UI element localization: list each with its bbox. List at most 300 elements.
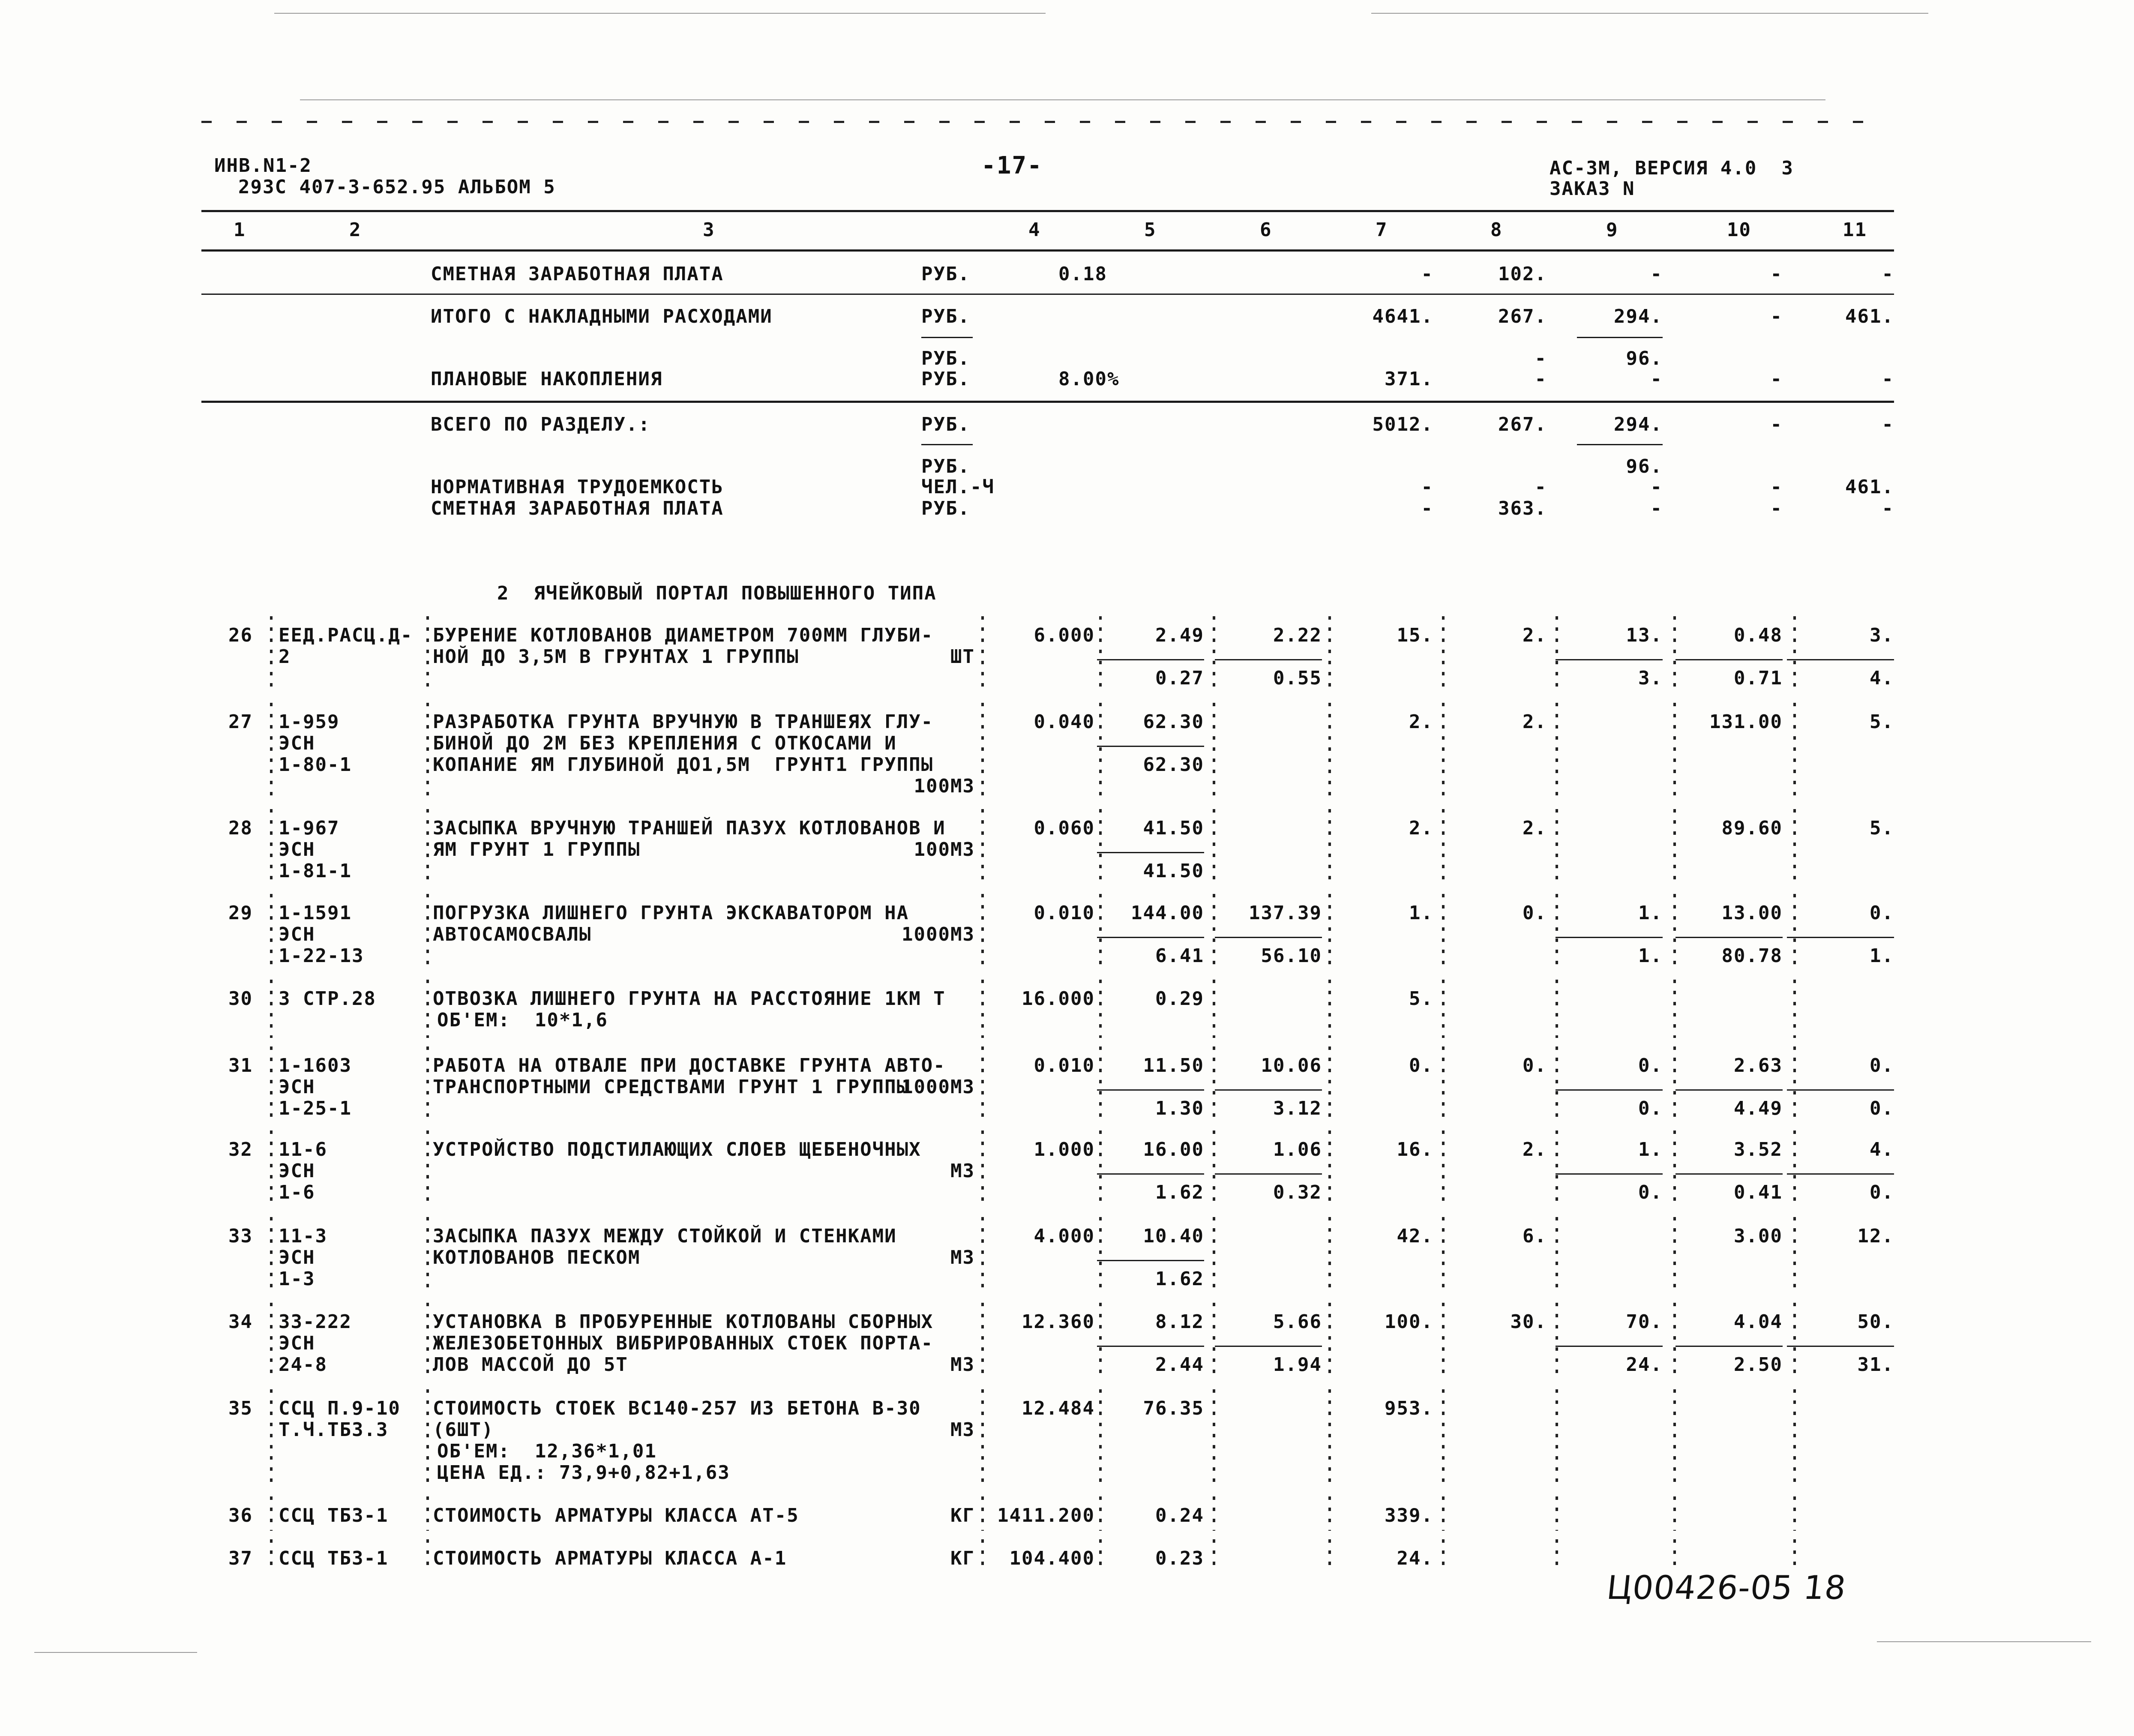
unit-price: 0.48: [1734, 624, 1783, 646]
total-value: 16.: [1397, 1139, 1433, 1160]
split-rule: [1097, 1089, 1204, 1091]
column-separator: [1328, 1130, 1331, 1208]
split-rule: [1787, 1173, 1894, 1175]
column-separator: [270, 1539, 273, 1568]
quantity: 0.010: [1034, 902, 1095, 924]
unit-of-measure: М3: [950, 1419, 975, 1441]
split-rule: [1097, 746, 1204, 747]
rate-code: 33-222: [279, 1311, 352, 1333]
unit-price: 70.: [1626, 1311, 1663, 1333]
summary-value: -: [1770, 414, 1783, 435]
column-separator: [1793, 1130, 1796, 1208]
scan-line: [34, 1652, 197, 1653]
unit-price: 0.24: [1155, 1505, 1204, 1526]
column-separator: [270, 1046, 273, 1122]
column-separator: [1793, 1539, 1796, 1568]
quantity: 16.000: [1022, 988, 1095, 1010]
column-separator: [1793, 703, 1796, 801]
total-value: 100.: [1385, 1311, 1433, 1333]
summary-value: -: [1535, 348, 1547, 369]
column-separator: [1442, 894, 1445, 971]
split-rule: [1787, 937, 1894, 938]
summary-value: 294.: [1614, 306, 1663, 327]
work-description: ОТВОЗКА ЛИШНЕГО ГРУНТА НА РАССТОЯНИЕ 1КМ Т: [433, 988, 946, 1010]
column-separator: [1213, 1303, 1215, 1381]
split-rule: [1215, 1089, 1322, 1091]
summary-unit: РУБ.: [921, 348, 970, 369]
column-separator: [270, 616, 273, 694]
summary-value: -: [1882, 368, 1894, 390]
unit-price: 13.: [1626, 624, 1663, 646]
total-value: 2.: [1409, 711, 1433, 733]
unit-price: 24.: [1626, 1354, 1663, 1376]
quantity: 4.000: [1034, 1225, 1095, 1247]
column-separator: [1328, 703, 1331, 801]
column-separator: [1673, 809, 1676, 885]
work-description: УСТРОЙСТВО ПОДСТИЛАЮЩИХ СЛОЕВ ЩЕБЕНОЧНЫХ: [433, 1139, 921, 1160]
unit-price: 4.04: [1734, 1311, 1783, 1333]
summary-value: -: [1882, 263, 1894, 285]
column-separator: [1556, 1303, 1558, 1381]
unit-price: 2.49: [1155, 624, 1204, 646]
column-separator: [1556, 1539, 1558, 1568]
row-number: 33: [228, 1225, 253, 1247]
rate-code: 11-3: [279, 1225, 327, 1247]
unit-price: 5.: [1870, 711, 1894, 733]
summary-value: 102.: [1498, 263, 1547, 285]
column-separator: [1673, 1496, 1676, 1531]
summary-value: 96.: [1626, 456, 1663, 477]
column-separator: [1556, 1389, 1558, 1488]
total-value: 30.: [1510, 1311, 1547, 1333]
unit-price: 0.29: [1155, 988, 1204, 1010]
summary-value: -: [1650, 368, 1663, 390]
work-description: СТОИМОСТЬ АРМАТУРЫ КЛАССА АТ-5: [433, 1505, 799, 1526]
total-value: 0.: [1523, 902, 1547, 924]
column-separator: [426, 1496, 429, 1531]
summary-value: 371.: [1385, 368, 1433, 390]
split-rule: [1097, 1260, 1204, 1261]
unit-price: 76.35: [1143, 1397, 1204, 1419]
summary-unit: РУБ.: [921, 498, 970, 519]
summary-unit: ЧЕЛ.-Ч: [921, 476, 995, 498]
column-separator: [1213, 1130, 1215, 1208]
column-separator: [981, 1303, 984, 1381]
unit-price: 80.78: [1721, 945, 1783, 967]
column-separator: [1673, 894, 1676, 971]
column-separator: [1793, 1389, 1796, 1488]
column-separator: [1213, 809, 1215, 885]
unit-price: 31.: [1857, 1354, 1894, 1376]
table-top-rule: [201, 210, 1894, 212]
column-separator: [1442, 1539, 1445, 1568]
order-number: ЗАКАЗ N: [1550, 178, 1635, 200]
rate-code: ССЦ ТБ3-1: [279, 1547, 389, 1569]
summary-value: -: [1770, 263, 1783, 285]
summary-label: НОРМАТИВНАЯ ТРУДОЕМКОСТЬ: [431, 476, 724, 498]
split-rule: [1097, 659, 1204, 660]
total-value: 0.: [1409, 1055, 1433, 1076]
summary-label: СМЕТНАЯ ЗАРАБОТНАЯ ПЛАТА: [431, 498, 724, 519]
summary-value: 267.: [1498, 414, 1547, 435]
split-rule: [1556, 1173, 1663, 1175]
column-separator: [1442, 809, 1445, 885]
work-description: РАБОТА НА ОТВАЛЕ ПРИ ДОСТАВКЕ ГРУНТА АВТО-: [433, 1055, 946, 1076]
column-separator: [1673, 980, 1676, 1038]
summary-value: 5012.: [1372, 414, 1433, 435]
work-description: БИНОЙ ДО 2М БЕЗ КРЕПЛЕНИЯ С ОТКОСАМИ И: [433, 732, 897, 754]
column-separator: [981, 1130, 984, 1208]
column-separator: [1099, 1496, 1102, 1531]
work-description: ЗАСЫПКА ВРУЧНУЮ ТРАНШЕЙ ПАЗУХ КОТЛОВАНОВ И: [433, 817, 946, 839]
rate-code: 2: [279, 646, 291, 668]
summary-label: ВСЕГО ПО РАЗДЕЛУ.:: [431, 414, 650, 435]
split-rule: [1556, 937, 1663, 938]
total-value: 24.: [1397, 1547, 1433, 1569]
column-separator: [1099, 1130, 1102, 1208]
quantity: 0.040: [1034, 711, 1095, 733]
column-separator: [426, 894, 429, 971]
summary-rule: [201, 401, 1894, 403]
column-separator: [1673, 703, 1676, 801]
rate-code: Т.Ч.ТБ3.3: [279, 1419, 389, 1441]
column-separator: [1328, 980, 1331, 1038]
summary-rule: [201, 294, 1894, 295]
total-value: 2.: [1523, 624, 1547, 646]
column-separator: [1793, 1496, 1796, 1531]
rate-code: 1-1591: [279, 902, 352, 924]
summary-value: -: [1650, 498, 1663, 519]
column-separator: [1213, 1539, 1215, 1568]
unit-price: 1.62: [1155, 1181, 1204, 1203]
summary-value: -: [1421, 476, 1433, 498]
split-rule: [1787, 1089, 1894, 1091]
split-rule: [1556, 1089, 1663, 1091]
column-separator: [1673, 616, 1676, 694]
unit-price: 0.: [1870, 902, 1894, 924]
column-separator: [1099, 616, 1102, 694]
column-header: 3: [703, 219, 715, 241]
column-separator: [1442, 1130, 1445, 1208]
summary-label: ИТОГО С НАКЛАДНЫМИ РАСХОДАМИ: [431, 306, 773, 327]
rate-code: ЭСН: [279, 732, 315, 754]
work-description: ЖЕЛЕЗОБЕТОННЫХ ВИБРИРОВАННЫХ СТОЕК ПОРТА-: [433, 1332, 934, 1354]
section-title: 2 ЯЧЕЙКОВЫЙ ПОРТАЛ ПОВЫШЕННОГО ТИПА: [497, 582, 937, 604]
unit-price: 0.55: [1273, 667, 1322, 689]
unit-price: 8.12: [1155, 1311, 1204, 1333]
column-separator: [1442, 1389, 1445, 1488]
row-number: 28: [228, 817, 253, 839]
rate-code: ЭСН: [279, 1160, 315, 1182]
column-separator: [1213, 1217, 1215, 1294]
column-separator: [1673, 1389, 1676, 1488]
column-separator: [981, 1389, 984, 1488]
column-header: 5: [1144, 219, 1157, 241]
work-description: КОТЛОВАНОВ ПЕСКОМ: [433, 1247, 641, 1268]
unit-price: 3.12: [1273, 1097, 1322, 1119]
summary-unit: РУБ.: [921, 263, 970, 285]
summary-value: 8.00%: [1058, 368, 1120, 390]
unit-price: 1.: [1870, 945, 1894, 967]
summary-label: СМЕТНАЯ ЗАРАБОТНАЯ ПЛАТА: [431, 263, 724, 285]
summary-unit: РУБ.: [921, 368, 970, 390]
column-separator: [426, 1217, 429, 1294]
column-header: 10: [1727, 219, 1751, 241]
unit-price: 0.: [1638, 1055, 1663, 1076]
unit-of-measure: ШТ: [950, 646, 975, 668]
rate-code: ЭСН: [279, 923, 315, 945]
rate-code: 24-8: [279, 1354, 327, 1376]
work-description: УСТАНОВКА В ПРОБУРЕННЫЕ КОТЛОВАНЫ СБОРНЫХ: [433, 1311, 934, 1333]
column-separator: [981, 1496, 984, 1531]
unit-price: 62.30: [1143, 754, 1204, 776]
column-separator: [1328, 1046, 1331, 1122]
work-description: ЛОВ МАССОЙ ДО 5Т: [433, 1354, 628, 1376]
summary-value: -: [1535, 476, 1547, 498]
total-value: 2.: [1523, 1139, 1547, 1160]
unit-price: 41.50: [1143, 860, 1204, 882]
unit-price: 1.62: [1155, 1268, 1204, 1290]
column-separator: [426, 1389, 429, 1488]
row-number: 37: [228, 1547, 253, 1569]
summary-unit: РУБ.: [921, 414, 970, 435]
unit-price: 2.22: [1273, 624, 1322, 646]
split-rule: [1675, 1089, 1783, 1091]
unit-price: 89.60: [1721, 817, 1783, 839]
rate-code: ЕЕД.РАСЦ.Д-: [279, 624, 413, 646]
rate-code: 1-81-1: [279, 860, 352, 882]
column-separator: [1556, 894, 1558, 971]
split-rule: [1675, 1346, 1783, 1347]
unit-price: 1.: [1638, 902, 1663, 924]
unit-of-measure: 100М3: [914, 775, 975, 797]
work-description: СТОИМОСТЬ АРМАТУРЫ КЛАССА А-1: [433, 1547, 787, 1569]
summary-value: -: [1535, 368, 1547, 390]
split-rule: [1556, 1346, 1663, 1347]
total-value: 953.: [1385, 1397, 1433, 1419]
column-separator: [1213, 1496, 1215, 1531]
rate-code: 1-1603: [279, 1055, 352, 1076]
work-description: БУРЕНИЕ КОТЛОВАНОВ ДИАМЕТРОМ 700ММ ГЛУБИ-: [433, 624, 934, 646]
rate-code: 3 СТР.28: [279, 988, 376, 1010]
column-separator: [1328, 1217, 1331, 1294]
column-separator: [981, 1046, 984, 1122]
column-separator: [1442, 616, 1445, 694]
column-header: 6: [1260, 219, 1272, 241]
quantity: 0.010: [1034, 1055, 1095, 1076]
column-separator: [1442, 980, 1445, 1038]
rate-code: ЭСН: [279, 1332, 315, 1354]
row-number: 27: [228, 711, 253, 733]
unit-price: 2.50: [1734, 1354, 1783, 1376]
column-separator: [1099, 1046, 1102, 1122]
quantity: 1411.200: [997, 1505, 1095, 1526]
column-separator: [1673, 1046, 1676, 1122]
column-separator: [1213, 703, 1215, 801]
work-description: ЯМ ГРУНТ 1 ГРУППЫ: [433, 839, 641, 861]
rate-code: ЭСН: [279, 839, 315, 861]
column-separator: [426, 1130, 429, 1208]
work-description: ЗАСЫПКА ПАЗУХ МЕЖДУ СТОЙКОЙ И СТЕНКАМИ: [433, 1225, 897, 1247]
volume-note: ЦЕНА ЕД.: 73,9+0,82+1,63: [437, 1462, 730, 1484]
column-header: 4: [1028, 219, 1041, 241]
unit-price: 1.: [1638, 945, 1663, 967]
rate-code: ССЦ ТБ3-1: [279, 1505, 389, 1526]
unit-price: 0.27: [1155, 667, 1204, 689]
total-value: 2.: [1523, 817, 1547, 839]
split-rule: [1215, 1173, 1322, 1175]
unit-price: 0.32: [1273, 1181, 1322, 1203]
unit-price: 0.: [1638, 1097, 1663, 1119]
column-separator: [426, 1539, 429, 1568]
scan-line: [274, 13, 1046, 14]
unit-price: 4.49: [1734, 1097, 1783, 1119]
row-number: 32: [228, 1139, 253, 1160]
unit-price: 16.00: [1143, 1139, 1204, 1160]
column-separator: [1793, 1303, 1796, 1381]
column-separator: [1328, 1539, 1331, 1568]
unit-rule: [921, 444, 973, 445]
column-separator: [1673, 1303, 1676, 1381]
summary-value: 0.18: [1058, 263, 1107, 285]
rate-code: ССЦ П.9-10: [279, 1397, 401, 1419]
total-value: 15.: [1397, 624, 1433, 646]
unit-price: 4.: [1870, 1139, 1894, 1160]
column-separator: [981, 616, 984, 694]
column-separator: [1556, 980, 1558, 1038]
summary-value: -: [1650, 263, 1663, 285]
total-value: 6.: [1523, 1225, 1547, 1247]
column-separator: [1099, 980, 1102, 1038]
total-value: 2.: [1523, 711, 1547, 733]
column-separator: [1793, 1046, 1796, 1122]
column-separator: [1099, 809, 1102, 885]
scan-line: [1371, 13, 1928, 14]
split-rule: [1556, 659, 1663, 660]
split-rule: [1097, 1346, 1204, 1347]
column-separator: [270, 809, 273, 885]
column-separator: [1556, 1217, 1558, 1294]
split-rule: [1215, 937, 1322, 938]
column-separator: [270, 1217, 273, 1294]
column-separator: [1442, 1217, 1445, 1294]
column-separator: [1099, 1389, 1102, 1488]
column-separator: [1793, 809, 1796, 885]
column-separator: [1442, 1303, 1445, 1381]
inventory-number: ИНВ.N1-2: [214, 155, 312, 177]
volume-note: ОБ'ЕМ: 10*1,6: [437, 1009, 608, 1031]
total-value: 0.: [1523, 1055, 1547, 1076]
rate-code: 1-3: [279, 1268, 315, 1290]
column-separator: [1556, 703, 1558, 801]
rate-code: ЭСН: [279, 1076, 315, 1098]
summary-value: 96.: [1626, 348, 1663, 369]
column-separator: [1328, 616, 1331, 694]
column-separator: [426, 703, 429, 801]
unit-price: 1.30: [1155, 1097, 1204, 1119]
column-separator: [270, 703, 273, 801]
unit-price: 10.40: [1143, 1225, 1204, 1247]
summary-value: 4641.: [1372, 306, 1433, 327]
rate-code: 1-6: [279, 1181, 315, 1203]
column-separator: [1099, 1217, 1102, 1294]
column-separator: [1213, 1046, 1215, 1122]
split-rule: [1097, 1173, 1204, 1175]
summary-value: -: [1770, 306, 1783, 327]
split-rule: [1215, 1346, 1322, 1347]
document-code: 293С 407-3-652.95 АЛЬБОМ 5: [238, 176, 556, 198]
split-rule: [1675, 937, 1783, 938]
summary-value: 267.: [1498, 306, 1547, 327]
split-rule: [1097, 937, 1204, 938]
row-number: 36: [228, 1505, 253, 1526]
column-separator: [981, 1539, 984, 1568]
summary-value: 461.: [1845, 306, 1894, 327]
summary-value: -: [1882, 414, 1894, 435]
handwritten-stamp: Ц00426-05 18: [1605, 1568, 1848, 1607]
column-header: 1: [234, 219, 246, 241]
row-number: 26: [228, 624, 253, 646]
unit-rule: [921, 337, 973, 338]
summary-value: -: [1770, 498, 1783, 519]
value-rule: [1577, 444, 1663, 445]
dashed-rule: [201, 121, 1873, 123]
unit-price: 3.: [1870, 624, 1894, 646]
unit-price: 0.23: [1155, 1547, 1204, 1569]
summary-label: ПЛАНОВЫЕ НАКОПЛЕНИЯ: [431, 368, 663, 390]
split-rule: [1787, 1346, 1894, 1347]
column-separator: [426, 616, 429, 694]
quantity: 0.060: [1034, 817, 1095, 839]
column-separator: [1793, 1217, 1796, 1294]
column-separator: [981, 980, 984, 1038]
column-separator: [1099, 1303, 1102, 1381]
unit-price: 56.10: [1261, 945, 1322, 967]
work-description: ТРАНСПОРТНЫМИ СРЕДСТВАМИ ГРУНТ 1 ГРУППЫ: [433, 1076, 909, 1098]
unit-of-measure: 1000М3: [902, 923, 975, 945]
row-number: 35: [228, 1397, 253, 1419]
unit-price: 0.71: [1734, 667, 1783, 689]
column-separator: [270, 894, 273, 971]
column-separator: [270, 1303, 273, 1381]
rate-code: 1-959: [279, 711, 340, 733]
work-description: РАЗРАБОТКА ГРУНТА ВРУЧНУЮ В ТРАНШЕЯХ ГЛУ-: [433, 711, 934, 733]
unit-price: 1.94: [1273, 1354, 1322, 1376]
column-separator: [426, 1303, 429, 1381]
volume-note: ОБ'ЕМ: 12,36*1,01: [437, 1440, 657, 1462]
scan-line: [300, 99, 1825, 100]
unit-price: 6.41: [1155, 945, 1204, 967]
row-number: 31: [228, 1055, 253, 1076]
column-separator: [1328, 1303, 1331, 1381]
program-version: АС-3М, ВЕРСИЯ 4.0 3: [1550, 157, 1794, 179]
split-rule: [1215, 659, 1322, 660]
unit-price: 1.06: [1273, 1139, 1322, 1160]
column-separator: [1556, 1130, 1558, 1208]
scan-line: [1877, 1641, 2091, 1642]
column-separator: [426, 809, 429, 885]
unit-price: 0.: [1870, 1181, 1894, 1203]
split-rule: [1097, 852, 1204, 853]
unit-of-measure: М3: [950, 1354, 975, 1376]
unit-price: 41.50: [1143, 817, 1204, 839]
rate-code: 1-80-1: [279, 754, 352, 776]
column-separator: [1673, 1539, 1676, 1568]
column-separator: [270, 1496, 273, 1531]
column-separator: [1213, 894, 1215, 971]
unit-price: 4.: [1870, 667, 1894, 689]
column-separator: [1673, 1130, 1676, 1208]
